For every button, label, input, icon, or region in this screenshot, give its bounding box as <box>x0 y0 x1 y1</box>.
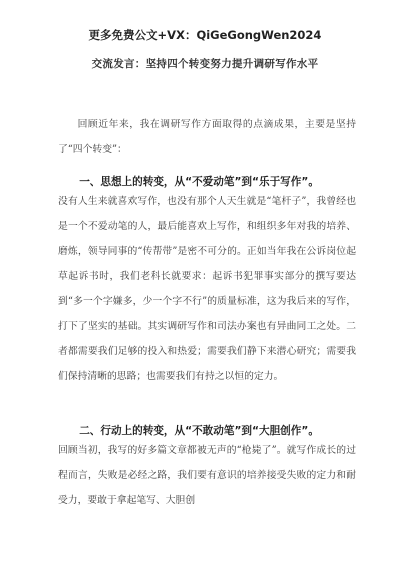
document-title: 交流发言：坚持四个转变努力提升调研写作水平 <box>91 58 319 70</box>
section-heading: 一、思想上的转变，从“不爱动笔”到“乐于写作”。 <box>79 176 319 188</box>
section-heading: 二、行动上的转变，从“不敢动笔”到“大胆创作”。 <box>79 425 319 437</box>
section-paragraph: 回顾当初，我写的好多篇文章都被无声的“枪毙了”。就写作成长的过程而言，失败是必经之路，我们要有意识的培养接受失败的定力和耐受力，要敢于拿起笔写、大胆创 <box>58 445 356 506</box>
section-paragraph: 没有人生来就喜欢写作，也没有那个人天生就是“笔杆子”，我曾经也是一个不爱动笔的人，最后能喜欢上写作，和组织多年对我的培养、磨炼，领导同事的“传帮带”是密不可分的。正如当年我在公诉岗位起草起诉书时，我们老科长就要求：起诉书犯罪事实部分的撰写要达到“多一个字嫌多，少一个字不行”的质量标准，这为我后来的写作，打下了坚实的基础。其实调研写作和司法办案也有异曲同工之处。二者都需要我们足够的投入和热爱；需要我们静下来潜心研究；需要我们保持清晰的思路；也需要我们有持之以恒的定力。 <box>58 196 356 382</box>
intro-paragraph: 回顾近年来，我在调研写作方面取得的点滴成果，主要是坚持了“四个转变”： <box>58 119 356 155</box>
page-header: 更多免费公文+VX：QiGeGongWen2024 <box>88 28 322 42</box>
intro-block <box>58 112 356 162</box>
section-2-body-block <box>58 438 356 513</box>
section-1-body-block <box>58 189 356 389</box>
